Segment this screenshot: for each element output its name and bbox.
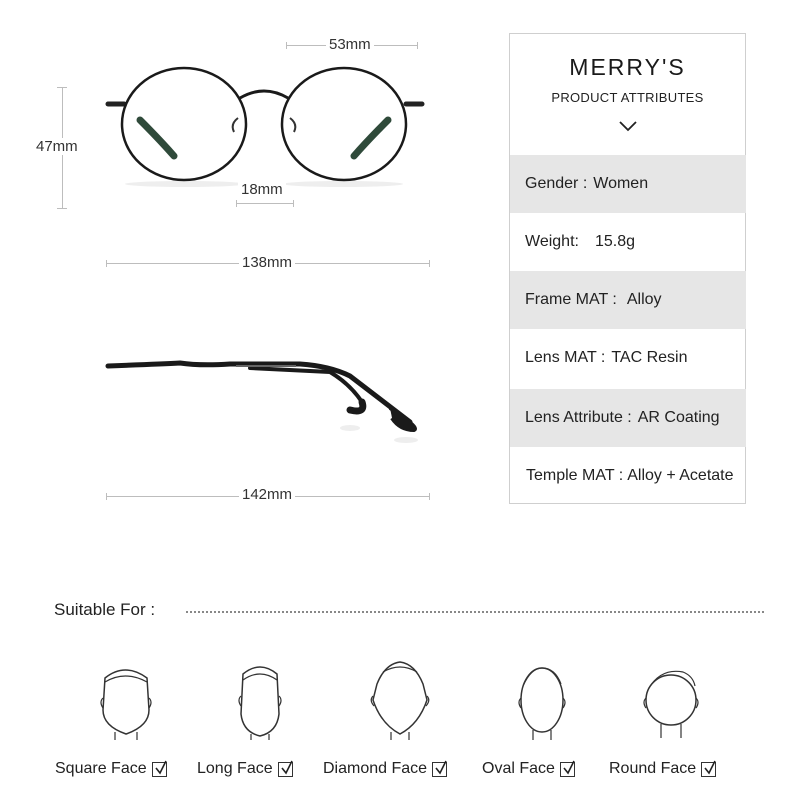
attribute-row-lens-mat: Lens MAT : TAC Resin (525, 349, 688, 366)
square-face-icon (95, 660, 157, 742)
checkbox-checked-icon (278, 762, 293, 777)
attribute-row-temple-mat: Temple MAT : Alloy + Acetate (526, 467, 734, 484)
lens-height-label: 47mm (33, 138, 81, 155)
long-face-icon (229, 660, 291, 742)
round-face-icon (639, 662, 703, 742)
checkbox-checked-icon (432, 762, 447, 777)
brand-logo: MERRY'S (569, 54, 686, 80)
suitable-for-title: Suitable For : (54, 600, 156, 619)
product-attributes-panel (509, 33, 746, 504)
glasses-side-view (100, 350, 430, 450)
checkbox-checked-icon (152, 762, 167, 777)
panel-subtitle: PRODUCT ATTRIBUTES (551, 90, 704, 105)
face-label-round: Round Face (609, 760, 716, 778)
face-label-diamond: Diamond Face (323, 760, 447, 778)
checkbox-checked-icon (560, 762, 575, 777)
diamond-face-icon (367, 658, 433, 742)
face-label-square: Square Face (55, 760, 167, 778)
bridge-width-label: 18mm (238, 181, 286, 198)
temple-length-label: 142mm (239, 486, 295, 503)
chevron-down-icon (618, 120, 638, 132)
lens-width-label: 53mm (326, 36, 374, 53)
face-label-long: Long Face (197, 760, 293, 778)
attribute-row-lens-attribute: Lens Attribute : AR Coating (510, 389, 746, 447)
frame-width-label: 138mm (239, 254, 295, 271)
attribute-row-gender: Gender : Women (510, 155, 746, 213)
dotted-divider (186, 611, 764, 613)
attribute-row-frame-mat: Frame MAT : Alloy (510, 271, 746, 329)
checkbox-checked-icon (701, 762, 716, 777)
glasses-front-view (100, 60, 430, 200)
attribute-row-weight: Weight: 15.8g (525, 233, 635, 250)
face-label-oval: Oval Face (482, 760, 575, 778)
oval-face-icon (511, 660, 573, 742)
